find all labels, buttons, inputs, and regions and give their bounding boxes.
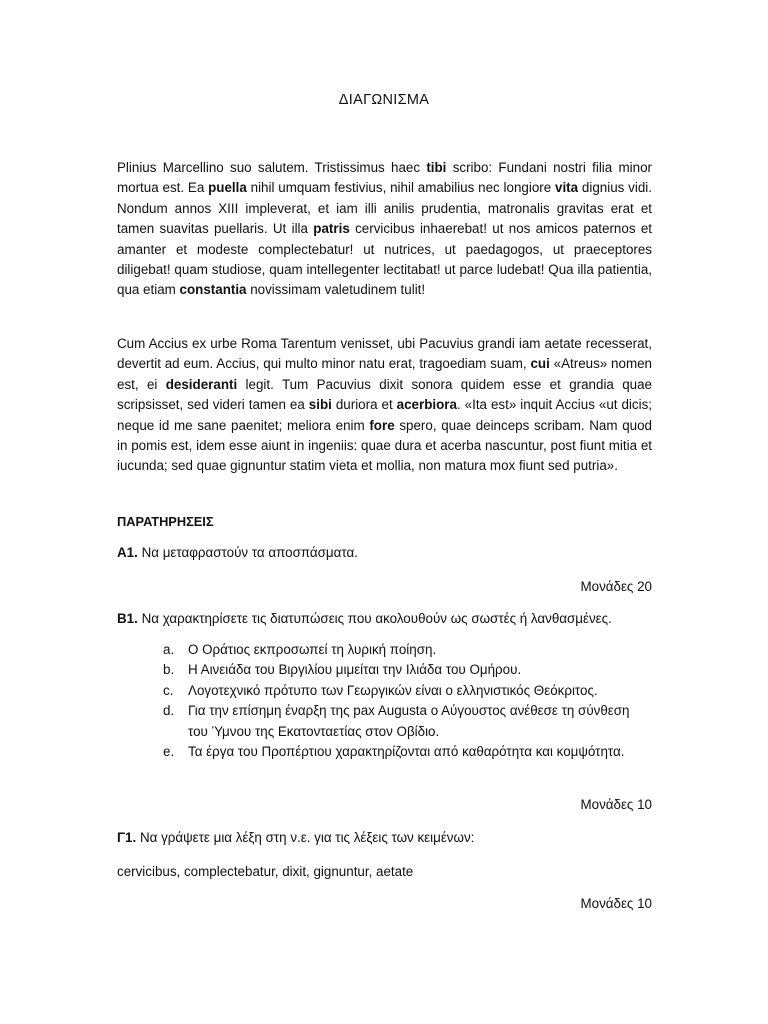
passage-text: Cum Accius ex urbe Roma Tarentum venisset, ubi Pacuvius grandi iam aetate recesserat, devertit ad eum. Accius, qui multo minor natu erat, tragoediam suam,	[117, 336, 652, 372]
passage-text: Plinius Marcellino suo salutem. Tristissimus haec	[117, 160, 427, 175]
question-g1-label: Γ1.	[117, 830, 137, 845]
question-a1-text: Να μεταφραστούν τα αποσπάσματα.	[137, 545, 358, 560]
g1-word-list: cervicibus, complectebatur, dixit, gignuntur, aetate	[117, 864, 414, 879]
passage-text: legit. Tum Pacuvius dixit sonora quidem esse et grandia quae scripsisset, sed videri tamen ea	[117, 376, 653, 413]
emphasized-word: sibi	[308, 397, 332, 413]
question-a1	[117, 543, 652, 563]
emphasized-word: tibi	[426, 160, 447, 175]
list-item-letter: b.	[163, 662, 175, 678]
passage-text: cervicibus inhaerebat! ut nos amicos paternos et amanter et modeste complectebatur! ut nutrices, ut paedagogos, ut praeceptores diligebat! quam studiose, quam intellegenter lectitabat! ut parce ludebat! Qua illa patientia, qua etiam	[117, 221, 652, 298]
list-item	[163, 660, 643, 680]
passage-text: dignius vidi. Nondum annos XIII impleverat, et iam illi anilis prudentia, matronalis gravitas erat et tamen suavitas puellaris. Ut illa	[117, 180, 652, 237]
passage-text: «Atreus» nomen est, ei	[117, 356, 652, 392]
points-a1: Μονάδες 20	[580, 579, 652, 594]
emphasized-word: constantia	[179, 282, 247, 298]
list-item	[163, 701, 643, 742]
page-title: ΔΙΑΓΩΝΙΣΜΑ	[338, 92, 430, 108]
emphasized-word: puella	[208, 180, 247, 196]
passage-text: nihil umquam festivius, nihil amabilius nec longiore	[246, 180, 556, 196]
points-g1: Μονάδες 10	[580, 896, 652, 911]
question-b1	[117, 609, 652, 629]
emphasized-word: desideranti	[165, 376, 238, 392]
list-item-letter: d.	[163, 703, 175, 719]
list-item-text: Για την επίσημη έναρξη της pax Augusta ο Αύγουστος ανέθεσε τη σύνθεση του Ύμνου της Εκατονταετίας στον Οβίδιο.	[188, 703, 630, 739]
list-item-text: Τα έργα του Προπέρτιου χαρακτηρίζονται από καθαρότητα και κομψότητα.	[188, 744, 625, 760]
b1-statement-list	[163, 640, 643, 762]
question-b1-label: Β1.	[117, 611, 138, 626]
emphasized-word: cui	[530, 356, 550, 372]
passage-text: . «Ita est» inquit Accius «ut dicis; neque id me sane paenitet; meliora enim	[117, 397, 652, 433]
notes-heading: ΠΑΡΑΤΗΡΗΣΕΙΣ	[117, 514, 214, 529]
list-item	[163, 681, 643, 701]
emphasized-word: fore	[369, 417, 395, 433]
question-a1-label: Α1.	[117, 545, 138, 560]
latin-passage-2	[117, 334, 652, 477]
list-item-text: Ο Οράτιος εκπροσωπεί τη λυρική ποίηση.	[188, 642, 437, 657]
list-item-letter: e.	[163, 744, 175, 760]
latin-passage-1	[117, 158, 652, 301]
passage-text: novissimam valetudinem tulit!	[246, 282, 426, 298]
points-b1: Μονάδες 10	[580, 797, 652, 812]
list-item-letter: a.	[163, 642, 175, 657]
emphasized-word: acerbiora	[396, 397, 457, 413]
list-item	[163, 640, 643, 660]
passage-text: spero, quae deinceps scribam. Nam quod in pomis est, idem esse aiunt in ingeniis: quae dura et acerba nascuntur, post fiunt mitia et iucunda; sed quae gignuntur statim vieta et mollia, non matura mox fiunt sed putria».	[117, 417, 652, 474]
emphasized-word: vita	[555, 180, 579, 196]
question-g1-text: Να γράψετε μια λέξη στη ν.ε. για τις λέξεις των κειμένων:	[136, 830, 475, 845]
list-item-letter: c.	[163, 682, 174, 698]
passage-text: duriora et	[331, 397, 397, 413]
list-item-text: Λογοτεχνικό πρότυπο των Γεωργικών είναι ο ελληνιστικός Θεόκριτος.	[188, 682, 598, 698]
question-b1-text: Να χαρακτηρίσετε τις διατυπώσεις που ακολουθούν ως σωστές ή λανθασμένες.	[137, 611, 612, 626]
list-item-text: Η Αινειάδα του Βιργιλίου μιμείται την Ιλιάδα του Ομήρου.	[188, 662, 522, 678]
list-item	[163, 742, 643, 762]
question-g1	[117, 828, 652, 848]
passage-text: scribo: Fundani nostri filia minor mortua est. Ea	[117, 160, 652, 196]
emphasized-word: patris	[313, 221, 350, 237]
